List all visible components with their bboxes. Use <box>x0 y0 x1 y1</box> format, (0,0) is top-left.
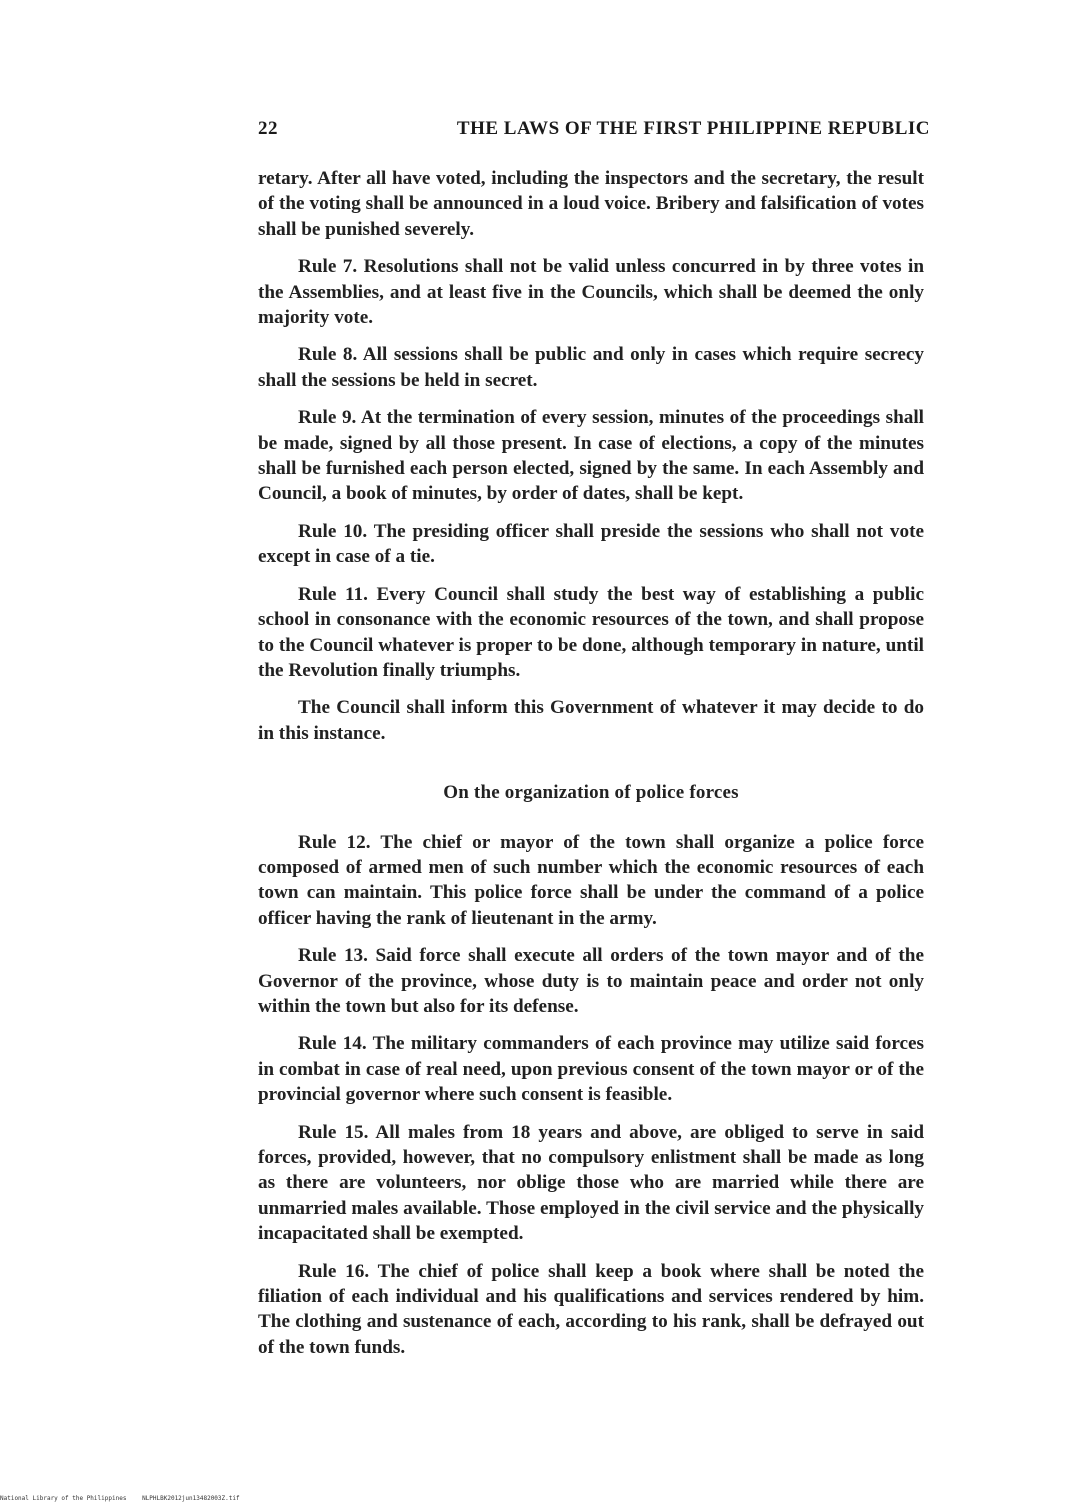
running-title: THE LAWS OF THE FIRST PHILIPPINE REPUBLIC <box>456 118 930 139</box>
paragraph-rule-9: Rule 9. At the termination of every session, minutes of the proceedings shall be made, signed by all those present. In case of elections, a copy of the minutes shall be furnished each person elected, signed by the same. In each Assembly and Council, a book of minutes, by order of dates, shall be kept. <box>258 407 924 505</box>
paragraph-rule-15: Rule 15. All males from 18 years and above, are obliged to serve in said forces, provided, however, that no compulsory enlistment shall be made as long as there are volunteers, nor oblige those who are married while there are unmarried males available. Those employed in the civil service and the physically incapacitated shall be exempted. <box>258 1121 924 1245</box>
paragraph-rule-8: Rule 8. All sessions shall be public and only in cases which require secrecy shall the sessions be held in secret. <box>258 344 924 391</box>
paragraph-rule-13: Rule 13. Said force shall execute all orders of the town mayor and of the Governor of the province, whose duty is to maintain peace and order not only within the town but also for its defense. <box>258 945 924 1017</box>
page-body <box>258 166 924 1372</box>
section-heading: On the organization of police forces <box>443 782 739 804</box>
paragraph-rule-10: Rule 10. The presiding officer shall preside the sessions who shall not vote except in case of a tie. <box>258 520 924 568</box>
paragraph-rule-7: Rule 7. Resolutions shall not be valid unless concurred in by three votes in the Assemblies, and at least five in the Councils, which shall be deemed the only majority vote. <box>258 256 924 329</box>
scan-footer <box>0 1495 600 1502</box>
paragraph: The Council shall inform this Government of whatever it may decide to do in this instance. <box>258 697 924 744</box>
footer-library: National Library of the Philippines <box>0 1495 127 1502</box>
paragraph-rule-12: Rule 12. The chief or mayor of the town shall organize a police force composed of armed men of such number which the economic resources of each town can maintain. This police force shall be under the command of a police officer having the rank of lieutenant in the army. <box>258 831 924 929</box>
paragraph-rule-16: Rule 16. The chief of police shall keep a book where shall be noted the filiation of each individual and his qualifications and services rendered by him. The clothing and sustenance of each, according to his rank, shall be defrayed out of the town funds. <box>258 1260 924 1358</box>
paragraph-rule-14: Rule 14. The military commanders of each province may utilize said forces in combat in case of real need, upon previous consent of the town mayor or of the provincial governor where such consent is feasible. <box>258 1033 924 1106</box>
paragraph: retary. After all have voted, including the inspectors and the secretary, the result of the voting shall be announced in a loud voice. Bribery and falsification of votes shall be punished severely. <box>258 168 924 240</box>
footer-file-id: NLPHLBK2012jun13482003Z.tif <box>142 1495 240 1502</box>
paragraph-rule-11: Rule 11. Every Council shall study the best way of establishing a public school in consonance with the economic resources of the town, and shall propose to the Council whatever is proper to be done, although temporary in nature, until the Revolution finally triumphs. <box>258 583 924 681</box>
page-number: 22 <box>258 118 278 139</box>
